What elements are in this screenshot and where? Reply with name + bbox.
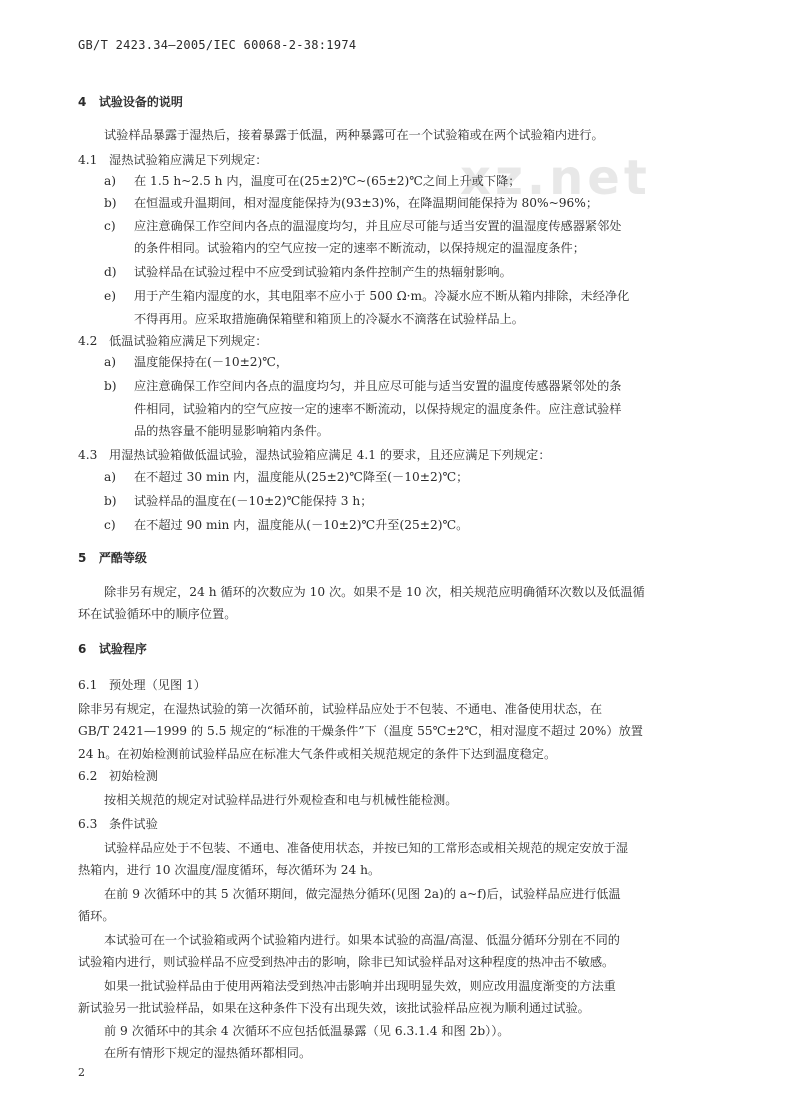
paragraph-line: 按相关规范的规定对试验样品进行外观检查和电与机械性能检测。	[104, 793, 458, 807]
watermark: xz.net	[460, 150, 651, 206]
list-item: 试验样品的温度在(－10±2)℃能保持 3 h；	[134, 494, 373, 508]
list-item-line: 的条件相同。试验箱内的空气应按一定的速率不断流动，以保持规定的温湿度条件；	[134, 241, 585, 255]
section-4-heading: 4 试验设备的说明	[78, 95, 183, 109]
paragraph-line: GB/T 2421—1999 的 5.5 规定的“标准的干燥条件”下（温度 55℃±2℃，相对湿度不超过 20%）放置	[78, 724, 643, 738]
list-label: c)	[104, 518, 116, 532]
page-number: 2	[78, 1066, 85, 1079]
list-item-line: 应注意确保工作空间内各点的温湿度均匀，并且应尽可能与适当安置的温湿度传感器紧邻处	[134, 219, 622, 233]
subsection-6-3-heading: 6.3 条件试验	[78, 817, 158, 831]
paragraph-line: 前 9 次循环中的其余 4 次循环不应包括低温暴露（见 6.3.1.4 和图 2b））。	[104, 1024, 510, 1038]
list-label: d)	[104, 265, 117, 279]
list-item-line: 应注意确保工作空间内各点的温度均匀，并且应尽可能与适当安置的温度传感器紧邻处的条	[134, 379, 622, 393]
subsection-4-3-heading: 4.3 用湿热试验箱做低温试验，湿热试验箱应满足 4.1 的要求，且还应满足下列规定：	[78, 448, 551, 462]
list-item-line: 件相同，试验箱内的空气应按一定的速率不断流动，以保持规定的温度条件。应注意试验样	[134, 402, 622, 416]
paragraph-line: 如果一批试验样品由于使用两箱法受到热冲击影响并出现明显失效，则应改用温度渐变的方法重	[104, 979, 616, 993]
list-item: 在 1.5 h~2.5 h 内，温度可在(25±2)℃~(65±2)℃之间上升或下降；	[134, 174, 521, 188]
list-item-line: 用于产生箱内湿度的水，其电阻率不应小于 500 Ω·m。冷凝水应不断从箱内排除，未经净化	[134, 289, 630, 303]
subsection-6-1-heading: 6.1 预处理（见图 1）	[78, 678, 206, 692]
list-item: 试验样品在试验过程中不应受到试验箱内条件控制产生的热辐射影响。	[134, 265, 512, 279]
subsection-4-2-heading: 4.2 低温试验箱应满足下列规定：	[78, 334, 268, 348]
list-label: c)	[104, 219, 116, 233]
section-6-heading: 6 试验程序	[78, 642, 147, 656]
standard-header: GB/T 2423.34—2005/IEC 60068-2-38:1974	[78, 38, 357, 52]
paragraph-line: 本试验可在一个试验箱或两个试验箱内进行。如果本试验的高温/高湿、低温分循环分别在不同的	[104, 933, 620, 947]
paragraph-line: 环在试验循环中的顺序位置。	[78, 607, 237, 621]
list-label: a)	[104, 470, 117, 484]
paragraph-line: 在所有情形下规定的湿热循环都相同。	[104, 1046, 312, 1060]
list-label: b)	[104, 379, 117, 393]
subsection-6-2-heading: 6.2 初始检测	[78, 769, 158, 783]
paragraph-line: 24 h。在初始检测前试验样品应在标准大气条件或相关规范规定的条件下达到温度稳定。	[78, 747, 557, 761]
section-5-heading: 5 严酷等级	[78, 551, 147, 565]
paragraph-line: 试验样品应处于不包装、不通电、准备使用状态，并按已知的工常形态或相关规范的规定安放于湿	[104, 841, 629, 855]
paragraph-line: 在前 9 次循环中的其 5 次循环期间，做完湿热分循环(见图 2a)的 a~f)后，试验样品应进行低温	[104, 887, 621, 901]
paragraph-line: 新试验另一批试验样品，如果在这种条件下没有出现失效，该批试验样品应视为顺利通过试验。	[78, 1001, 590, 1015]
list-label: a)	[104, 174, 117, 188]
paragraph-line: 循环。	[78, 909, 115, 923]
paragraph-line: 热箱内，进行 10 次温度/湿度循环，每次循环为 24 h。	[78, 863, 381, 877]
list-item: 在恒温或升温期间，相对湿度能保持为(93±3)%，在降温期间能保持为 80%~96%；	[134, 196, 599, 210]
paragraph-line: 试验箱内进行，则试验样品不应受到热冲击的影响，除非已知试验样品对这种程度的热冲击不敏感。	[78, 955, 615, 969]
list-item-line: 不得再用。应采取措施确保箱壁和箱顶上的冷凝水不滴落在试验样品上。	[134, 312, 524, 326]
section-4-intro: 试验样品暴露于湿热后，接着暴露于低温，两种暴露可在一个试验箱或在两个试验箱内进行。	[104, 128, 604, 142]
list-label: b)	[104, 196, 117, 210]
list-label: e)	[104, 289, 116, 303]
list-label: b)	[104, 494, 117, 508]
paragraph-line: 除非另有规定，24 h 循环的次数应为 10 次。如果不是 10 次，相关规范应明确循环次数以及低温循	[104, 585, 645, 599]
list-item: 温度能保持在(－10±2)℃，	[134, 355, 289, 369]
list-item: 在不超过 30 min 内，温度能从(25±2)℃降至(－10±2)℃；	[134, 470, 469, 484]
paragraph-line: 除非另有规定，在湿热试验的第一次循环前，试验样品应处于不包装、不通电、准备使用状态，在	[78, 702, 603, 716]
list-item-line: 品的热容量不能明显影响箱内条件。	[134, 424, 329, 438]
list-label: a)	[104, 355, 117, 369]
subsection-4-1-heading: 4.1 湿热试验箱应满足下列规定：	[78, 153, 268, 167]
list-item: 在不超过 90 min 内，温度能从(－10±2)℃升至(25±2)℃。	[134, 518, 469, 532]
